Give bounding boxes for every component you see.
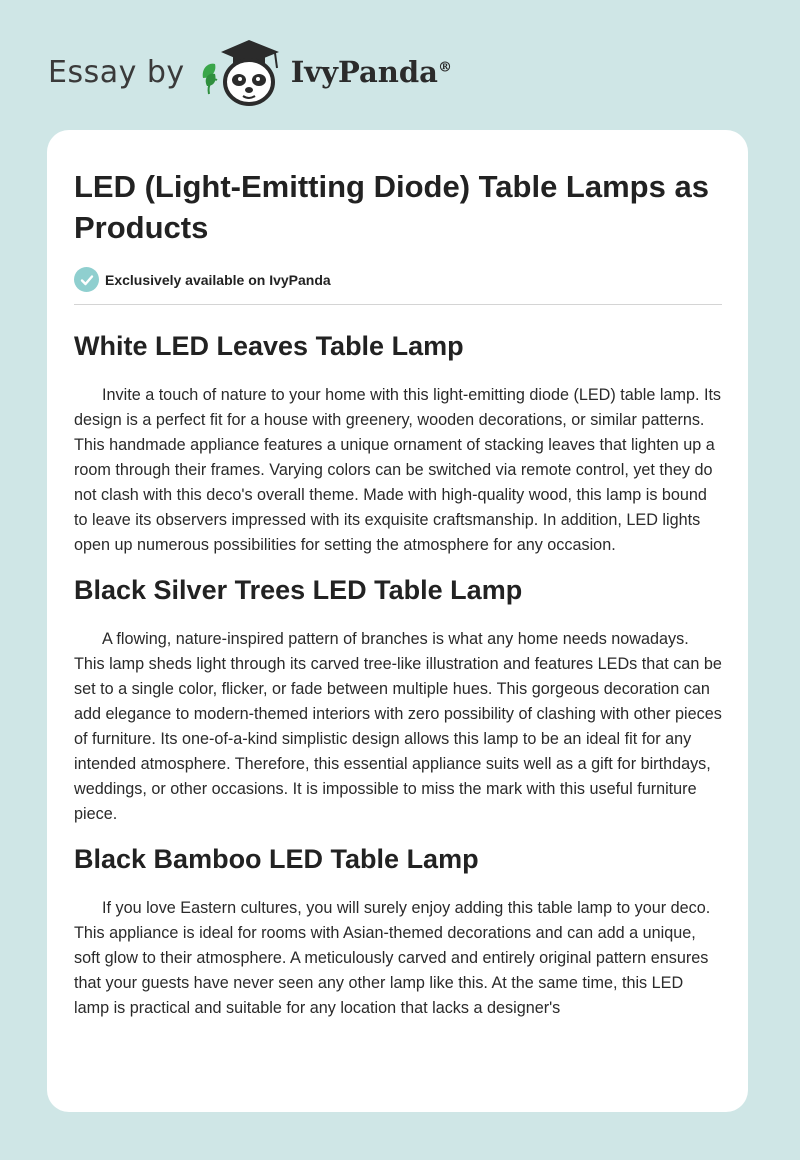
section-paragraph: Invite a touch of nature to your home with this light-emitting diode (LED) table lamp. Its design is a perfect fit for a house with greenery, wooden decorations, or similar patterns. This handmade appliance features a unique ornament of stacking leaves that lighten up a room through their frames. Varying colors can be switched via remote control, yet they do not clash with this deco's overall theme. Made with high-quality wood, this lamp is bound to leave its observers impressed with its exquisite craftsmanship. In addition, LED lights open up numerous possibilities for setting the atmosphere for any occasion.	[74, 386, 722, 554]
essay-by-label: Essay by	[48, 54, 185, 90]
title-divider	[74, 304, 722, 305]
section-heading: White LED Leaves Table Lamp	[74, 331, 464, 361]
section-paragraph: A flowing, nature-inspired pattern of branches is what any home needs nowadays. This lamp sheds light through its carved tree-like illustration and features LEDs that can be set to a single color, flicker, or fade between multiple hues. This gorgeous decoration can add elegance to modern-themed interiors with zero possibility of clashing with other pieces of furniture. Its one-of-a-kind simplistic design allows this lamp to be an ideal fit for any intended atmosphere. Therefore, this essential appliance suits well as a gift for birthdays, weddings, or other occasions. It is impossible to miss the mark with this useful furniture piece.	[74, 630, 722, 823]
section-heading: Black Bamboo LED Table Lamp	[74, 844, 479, 874]
section-heading: Black Silver Trees LED Table Lamp	[74, 575, 523, 605]
brand-text: IvyPanda	[290, 55, 438, 89]
check-icon	[74, 267, 99, 292]
panda-logo-icon[interactable]	[199, 34, 289, 110]
article-content	[74, 166, 722, 1021]
exclusive-badge-label: Exclusively available on IvyPanda	[105, 271, 331, 288]
article-title: LED (Light-Emitting Diode) Table Lamps as Products	[74, 169, 709, 245]
brand-name[interactable]	[291, 55, 452, 89]
site-header	[48, 34, 452, 110]
article-card	[47, 130, 748, 1112]
trademark-symbol: ®	[437, 59, 452, 76]
section-paragraph: If you love Eastern cultures, you will surely enjoy adding this table lamp to your deco. This appliance is ideal for rooms with Asian-themed decorations and can add a unique, soft glow to their atmosphere. A meticulously carved and entirely original pattern ensures that your guests have never seen any other lamp like this. At the same time, this LED lamp is practical and suitable for any location that lacks a designer's	[74, 899, 711, 1017]
exclusive-badge	[74, 267, 722, 292]
